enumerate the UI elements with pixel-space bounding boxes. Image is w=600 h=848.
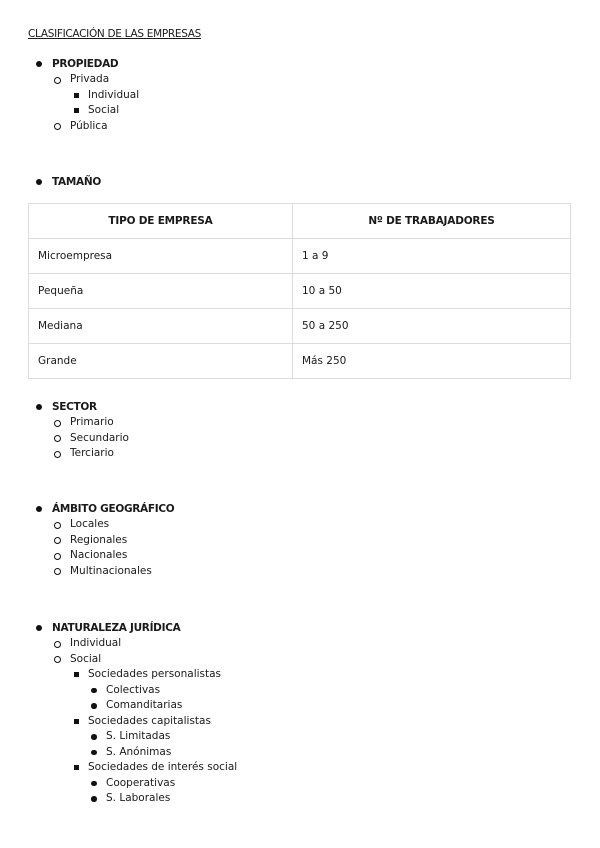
table-header-row [29,204,571,239]
list-item: Social [0,652,237,668]
list-item: S. Limitadas [0,729,237,745]
bullet-disc-icon [36,404,42,410]
bullet-disc-icon [36,61,42,67]
bullet-circle-icon [54,568,61,575]
table-cell: Mediana [29,309,293,344]
bullet-disc-icon [91,796,97,802]
list-item: Regionales [0,533,174,549]
list-item: S. Laborales [0,791,237,807]
bullet-circle-icon [54,553,61,560]
table-row [29,344,571,379]
heading-naturaleza: NATURALEZA JURÍDICA [0,620,237,636]
table-cell: Pequeña [29,274,293,309]
table-cell: 50 a 250 [293,309,571,344]
table-cell: Grande [29,344,293,379]
list-item: Sociedades capitalistas [0,714,237,730]
bullet-disc-icon [91,703,97,709]
bullet-circle-icon [54,435,61,442]
list-item: Secundario [0,431,129,447]
bullet-circle-icon [54,641,61,648]
size-table [28,203,571,379]
heading-tamano: TAMAÑO [0,174,101,190]
section-naturaleza [0,620,237,807]
bullet-disc-icon [91,781,97,787]
bullet-disc-icon [36,625,42,631]
bullet-circle-icon [54,77,61,84]
document-title: CLASIFICACIÓN DE LAS EMPRESAS [28,28,202,40]
list-item: Comanditarias [0,698,237,714]
list-item: Terciario [0,446,129,462]
table-cell: 10 a 50 [293,274,571,309]
bullet-circle-icon [54,522,61,529]
list-item: Social [0,103,139,119]
column-header: TIPO DE EMPRESA [29,204,293,239]
list-item: Sociedades de interés social [0,760,237,776]
column-header: Nº DE TRABAJADORES [293,204,571,239]
list-item: Nacionales [0,548,174,564]
list-item: Locales [0,517,174,533]
bullet-square-icon [74,765,79,770]
table-cell: 1 a 9 [293,239,571,274]
list-item: S. Anónimas [0,745,237,761]
bullet-disc-icon [36,179,42,185]
bullet-square-icon [74,672,79,677]
list-item: Colectivas [0,683,237,699]
section-propiedad [0,56,139,134]
list-item: Individual [0,88,139,104]
bullet-circle-icon [54,420,61,427]
section-ambito [0,501,174,579]
bullet-disc-icon [91,734,97,740]
bullet-disc-icon [91,688,97,694]
list-item: Sociedades personalistas [0,667,237,683]
table-cell: Microempresa [29,239,293,274]
table-cell: Más 250 [293,344,571,379]
heading-propiedad: PROPIEDAD [0,56,139,72]
bullet-disc-icon [36,506,42,512]
table-row [29,274,571,309]
bullet-circle-icon [54,656,61,663]
bullet-circle-icon [54,537,61,544]
bullet-square-icon [74,108,79,113]
list-item: Multinacionales [0,564,174,580]
section-sector [0,399,129,462]
heading-sector: SECTOR [0,399,129,415]
bullet-square-icon [74,719,79,724]
table-row [29,239,571,274]
list-item: Privada [0,72,139,88]
table-row [29,309,571,344]
heading-ambito: ÁMBITO GEOGRÁFICO [0,501,174,517]
bullet-circle-icon [54,451,61,458]
bullet-disc-icon [91,750,97,756]
list-item: Individual [0,636,237,652]
list-item: Pública [0,119,139,135]
section-tamano [0,174,101,190]
list-item: Primario [0,415,129,431]
list-item: Cooperativas [0,776,237,792]
bullet-circle-icon [54,123,61,130]
bullet-square-icon [74,93,79,98]
